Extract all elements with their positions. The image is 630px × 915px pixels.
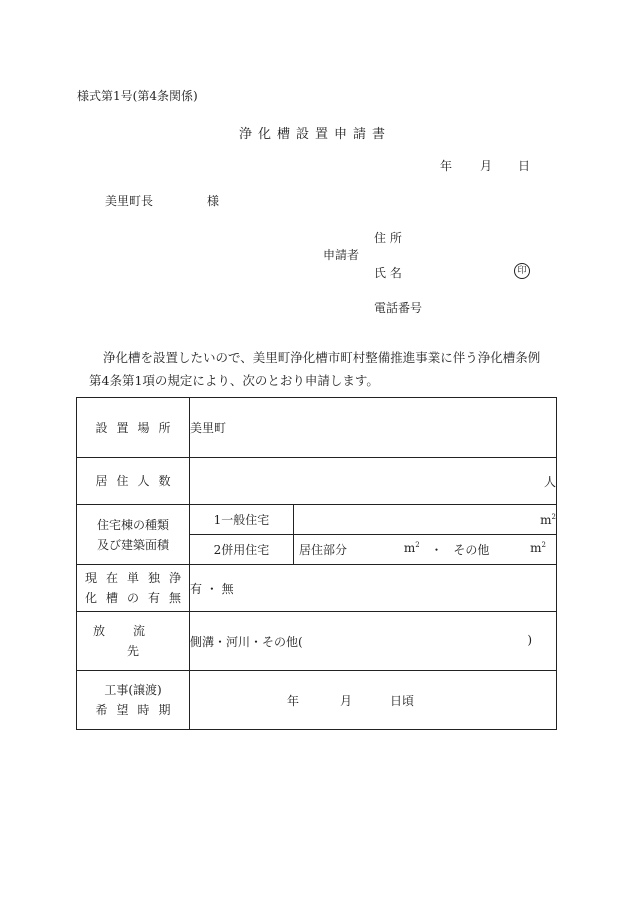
- table-row-existing-tank: [77, 565, 557, 612]
- discharge-label: 放流先: [92, 624, 173, 658]
- building-type2-label: 2併用住宅: [213, 543, 270, 557]
- building-type2-area-cell[interactable]: [294, 535, 557, 565]
- area-exponent-2: 2: [415, 541, 420, 549]
- schedule-label-cell: [77, 671, 190, 730]
- discharge-value-cell[interactable]: [190, 612, 557, 671]
- residential-area-unit: [404, 541, 420, 558]
- date-day-label: 日: [518, 159, 531, 173]
- existing-tank-options: 有 ・ 無: [190, 581, 234, 596]
- table-row-discharge: [77, 612, 557, 671]
- existing-tank-label-cell: [77, 565, 190, 612]
- location-value: 美里町: [190, 421, 227, 435]
- addressee-honorific: 様: [207, 194, 220, 208]
- date-year-label: 年: [440, 159, 453, 173]
- name-label: 氏 名: [374, 266, 402, 280]
- address-label: 住 所: [374, 231, 402, 245]
- schedule-label-line2: 希望時期: [95, 703, 180, 717]
- date-month-label: 月: [480, 159, 493, 173]
- discharge-options: 側溝・河川・その他(: [190, 634, 303, 649]
- existing-tank-value-cell[interactable]: [190, 565, 557, 612]
- discharge-label-cell: [77, 612, 190, 671]
- schedule-day-label: 日頃: [390, 694, 415, 708]
- form-title: 浄化槽設置申請書: [238, 127, 391, 142]
- building-type2-cell: [190, 535, 294, 565]
- schedule-value-cell[interactable]: [190, 671, 557, 730]
- building-type1-cell: [190, 505, 294, 535]
- other-area-unit: [530, 541, 546, 558]
- discharge-close-paren: ): [527, 632, 533, 647]
- applicant-label: 申請者: [323, 248, 360, 262]
- area-unit-2: m: [403, 541, 416, 555]
- building-label-cell: [77, 505, 190, 565]
- residents-value-cell[interactable]: [190, 458, 557, 505]
- residential-part-label: 居住部分: [299, 543, 348, 557]
- area-exponent-1: 2: [551, 512, 557, 521]
- schedule-year-label: 年: [287, 694, 300, 708]
- building-type1-label: 1一般住宅: [213, 513, 270, 527]
- residents-unit: 人: [544, 474, 557, 489]
- location-value-cell[interactable]: [190, 398, 557, 458]
- residents-label-cell: [77, 458, 190, 505]
- location-label: 設置場所: [95, 420, 180, 435]
- schedule-label-line1: 工事(譲渡): [104, 683, 162, 697]
- building-type2-area-row: [294, 541, 556, 558]
- existing-tank-label-line2: 化槽の有無: [84, 591, 190, 605]
- body-text-line1: 浄化槽を設置したいので、美里町浄化槽市町村整備推進事業に伴う浄化槽条例: [103, 350, 541, 365]
- area-unit-3: m: [530, 541, 542, 555]
- building-type1-area-cell[interactable]: [294, 505, 557, 535]
- application-table: [76, 397, 557, 730]
- existing-tank-label-line1: 現在単独浄: [84, 571, 190, 585]
- table-row-building-type1: [77, 505, 557, 535]
- table-row-location: [77, 398, 557, 458]
- table-row-schedule: [77, 671, 557, 730]
- table-row-residents: [77, 458, 557, 505]
- other-part-label: その他: [453, 543, 490, 557]
- location-label-cell: [77, 398, 190, 458]
- building-label-line2: 及び建築面積: [96, 537, 169, 552]
- area-unit-1: m: [540, 512, 552, 527]
- schedule-month-label: 月: [340, 694, 353, 708]
- body-text-line2: 第4条第1項の規定により、次のとおり申請します。: [89, 373, 379, 388]
- residents-label: 居住人数: [95, 474, 180, 488]
- phone-label: 電話番号: [374, 301, 423, 315]
- seal-mark: 印: [514, 263, 530, 279]
- form-number: 様式第1号(第4条関係): [77, 89, 198, 103]
- building-label-line1: 住宅棟の種類: [96, 517, 169, 532]
- area-separator: ・: [430, 543, 443, 557]
- addressee-name: 美里町長: [105, 194, 154, 208]
- area-exponent-3: 2: [541, 541, 547, 549]
